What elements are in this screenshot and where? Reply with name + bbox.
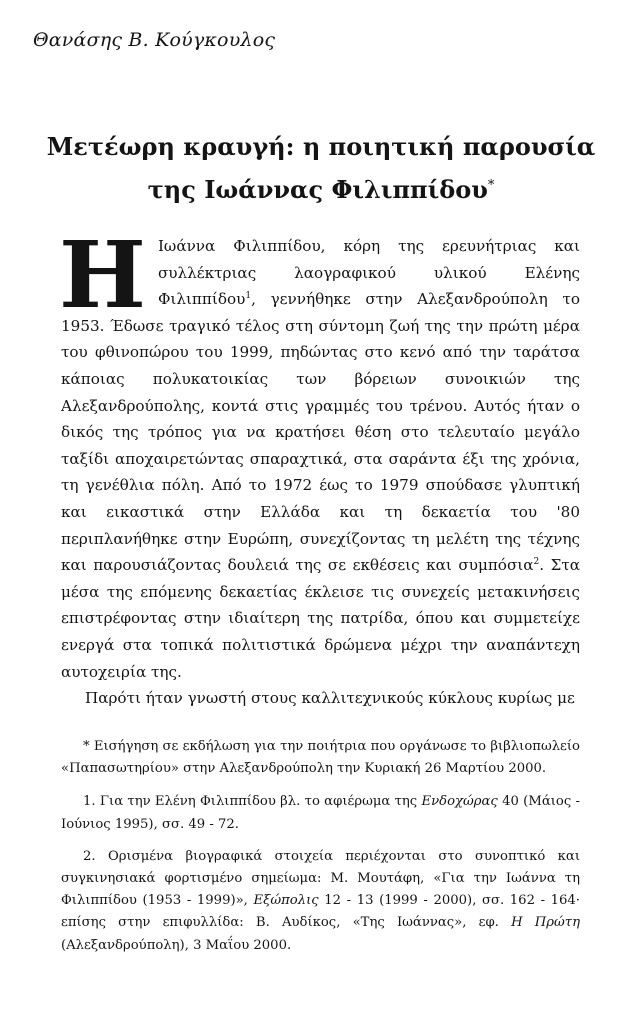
- footnote-2-italic-1: Εξώπολις: [253, 893, 319, 909]
- running-head-author: Θανάσης Β. Κούγκουλος: [33, 29, 276, 51]
- article-title: [0, 127, 642, 209]
- footnote-2-text-c: (Αλεξανδρούπολη), 3 Μαΐου 2000.: [61, 937, 292, 953]
- title-footnote-marker: *: [487, 178, 495, 193]
- footnote-1: [61, 791, 580, 835]
- footnote-star: * Εισήγηση σε εκδήλωση για την ποιήτρια που οργάνωσε το βιβλιοπωλείο «Παπασωτηρίου» στην Αλεξανδρούπολη την Κυριακή 26 Μαρτίου 2000.: [61, 739, 580, 777]
- paragraph-1: [59, 221, 580, 685]
- footnote-1-text-a: 1. Για την Ελένη Φιλιππίδου βλ. το αφιέρωμα της: [83, 794, 422, 810]
- drop-cap: Η: [59, 221, 146, 329]
- footnote-ref-2: 2: [533, 557, 540, 568]
- paragraph-1-text-b: , γεννήθηκε στην Αλεξανδρούπολη το 1953. Έδωσε τραγικό τέλος στη σύντομη ζωή της την πρώτη μέρα του φθινοπώρου του 1999, πηδώντας στο κενό από την ταράτσα κάποιας πολυκατοικίας των βόρειων συνοικιών της Αλεξανδρούπολης, κοντά στις γραμμές του τρένου. Αυτός ήταν ο δικός της τρόπος για να κρατήσει θέση στο τελευταίο μεγάλο ταξίδι αποχαιρετώντας σπαραχτικά, στα σαράντα έξι της χρόνια, τη γενέθλια πόλη. Από το 1972 έως το 1979 σπούδασε γλυπτική και εικαστικά στην Ελλάδα και τη δεκαετία του '80 περιπλανήθηκε στην Ευρώπη, συνεχίζοντας τη μελέτη της τέχνης και παρουσιάζοντας δουλειά της σε εκθέσεις και συμπόσια: [61, 290, 580, 575]
- title-line-2-text: της Ιωάννας Φιλιππίδου: [147, 175, 488, 204]
- footnote-1-italic: Ενδοχώρας: [421, 794, 498, 810]
- paragraph-1-text-a: Ιωάννα Φιλιππίδου, κόρη της ερευνήτριας και συλλέκτριας λαογραφικού υλικού Ελένης Φιλιππίδου: [157, 237, 580, 309]
- paragraph-2: Παρότι ήταν γνωστή στους καλλιτεχνικούς κύκλους κυρίως με: [85, 689, 575, 708]
- footnote-2-text-b: 12 - 13 (1999 - 2000), σσ. 162 - 164· επίσης στην επιφυλλίδα: Β. Αυδίκος, «Της Ιωάννας», εφ.: [61, 893, 581, 931]
- footnote-2-italic-2: Η Πρώτη: [511, 915, 580, 931]
- title-line-2: [0, 166, 642, 209]
- title-line-1: Μετέωρη κραυγή: η ποιητική παρουσία: [46, 132, 596, 161]
- article-body: [59, 221, 580, 712]
- footnote-1-text-b: 40 (Μάιος - Ιούνιος 1995), σσ. 49 - 72.: [61, 794, 580, 832]
- footnotes: [61, 736, 580, 957]
- paragraph-1-text-c: . Στα μέσα της επόμενης δεκαετίας έκλεισε τις συνεχείς μετακινήσεις επιστρέφοντας στην ιδιαίτερη της πατρίδα, όπου και συμμετείχε ενεργά στα τοπικά πολιτιστικά δρώμενα μέχρι την αναπάντεχη αυτοχειρία της.: [61, 556, 580, 681]
- footnote-2-text-a: 2. Ορισμένα βιογραφικά στοιχεία περιέχονται στο συνοπτικό και συγκινησιακά φορτισμένο σημείωμα: Μ. Μουτάφη, «Για την Ιωάννα τη Φιλιππίδου (1953 - 1999)»,: [61, 848, 580, 909]
- footnote-2: [61, 846, 580, 957]
- footnote-ref-1: 1: [245, 291, 252, 302]
